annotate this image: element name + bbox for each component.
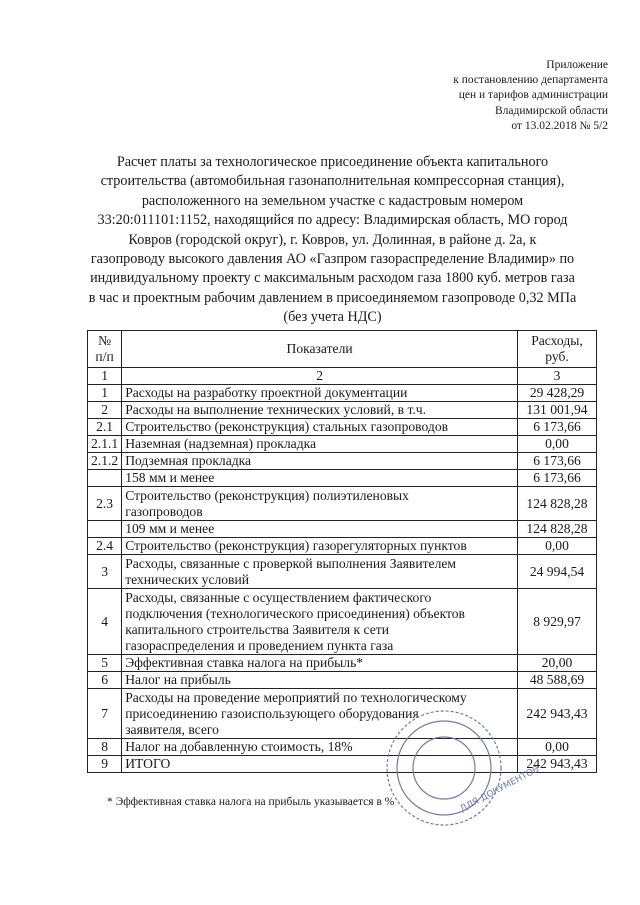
row-desc: ИТОГО <box>122 756 518 773</box>
row-num <box>88 470 122 487</box>
row-num: 3 <box>88 555 122 589</box>
row-desc: Расходы, связанные с осуществлением фактического подключения (технологического присоединения) объектов капитального строительства Заявителя к сети газораспределения и проведением пункта газа <box>122 589 518 655</box>
row-amount: 6 173,66 <box>518 470 597 487</box>
row-num: 4 <box>88 589 122 655</box>
colnum-2: 2 <box>122 368 518 385</box>
title-line: индивидуальному проекту с максимальным расходом газа 1800 куб. метров газа <box>90 270 575 287</box>
row-desc: 158 мм и менее <box>122 470 518 487</box>
row-desc: Расходы, связанные с проверкой выполнения Заявителем технических условий <box>122 555 518 589</box>
colnum-3: 3 <box>518 368 597 385</box>
row-num: 2.4 <box>88 538 122 555</box>
row-desc: Налог на добавленную стоимость, 18% <box>122 739 518 756</box>
row-amount: 6 173,66 <box>518 419 597 436</box>
row-amount: 0,00 <box>518 538 597 555</box>
table-row <box>88 589 597 655</box>
table-row <box>88 756 597 773</box>
header-desc: Показатели <box>122 331 518 368</box>
title-line: 33:20:011101:1152, находящийся по адресу: Владимирская область, МО город <box>97 212 568 229</box>
row-num: 6 <box>88 672 122 689</box>
footnote: * Эффективная ставка налога на прибыль указывается в % <box>107 796 395 808</box>
table-row <box>88 385 597 402</box>
annex-line-2: к постановлению департамента <box>453 74 608 87</box>
colnum-1: 1 <box>88 368 122 385</box>
row-desc: Строительство (реконструкция) полиэтиленовых газопроводов <box>122 487 518 521</box>
row-amount: 124 828,28 <box>518 521 597 538</box>
table-row <box>88 419 597 436</box>
row-amount: 48 588,69 <box>518 672 597 689</box>
title-line: газопроводу высокого давления АО «Газпром газораспределение Владимир» по <box>90 251 575 268</box>
row-amount: 242 943,43 <box>518 689 597 739</box>
row-num: 7 <box>88 689 122 739</box>
row-amount: 0,00 <box>518 739 597 756</box>
row-desc: Строительство (реконструкция) стальных газопроводов <box>122 419 518 436</box>
table-row <box>88 436 597 453</box>
table-row <box>88 655 597 672</box>
title-line: Ковров (городской округ), г. Ковров, ул. Долинная, в районе д. 2а, к <box>128 231 537 248</box>
header-num: № п/п <box>88 331 122 368</box>
annex-line-1: Приложение <box>546 59 608 71</box>
row-desc: Налог на прибыль <box>122 672 518 689</box>
title-line: в час и проектным рабочим давлением в присоединяемом газопроводе 0,32 МПа <box>88 289 577 306</box>
row-num: 9 <box>88 756 122 773</box>
row-num: 2.3 <box>88 487 122 521</box>
row-num: 5 <box>88 655 122 672</box>
row-desc: Подземная прокладка <box>122 453 518 470</box>
row-amount: 29 428,29 <box>518 385 597 402</box>
annex-line-4: Владимирской области <box>494 104 608 117</box>
row-amount: 124 828,28 <box>518 487 597 521</box>
row-amount: 242 943,43 <box>518 756 597 773</box>
cost-table-body <box>88 331 597 773</box>
row-num: 2 <box>88 402 122 419</box>
row-desc: Строительство (реконструкция) газорегуляторных пунктов <box>122 538 518 555</box>
title-line: расположенного на земельном участке с кадастровым номером <box>141 192 524 209</box>
row-amount: 6 173,66 <box>518 453 597 470</box>
annex-line-5: от 13.02.2018 № 5/2 <box>511 119 608 132</box>
table-row <box>88 470 597 487</box>
row-num: 2.1.1 <box>88 436 122 453</box>
table-header-row <box>88 331 597 368</box>
title-line: Расчет платы за технологическое присоединение объекта капитального <box>116 154 549 170</box>
header-amount: Расходы, руб. <box>518 331 597 368</box>
row-amount: 0,00 <box>518 436 597 453</box>
row-num: 2.1.2 <box>88 453 122 470</box>
row-desc: Эффективная ставка налога на прибыль* <box>122 655 518 672</box>
row-num: 8 <box>88 739 122 756</box>
row-amount: 24 994,54 <box>518 555 597 589</box>
annex-line-3: цен и тарифов администрации <box>458 89 608 102</box>
table-row <box>88 689 597 739</box>
stamp-text: ДЛЯ ДОКУМЕНТОВ <box>458 764 542 815</box>
row-num: 2.1 <box>88 419 122 436</box>
table-row <box>88 555 597 589</box>
cost-table <box>87 330 597 773</box>
title-line: (без учета НДС) <box>283 309 382 326</box>
row-amount: 20,00 <box>518 655 597 672</box>
row-num <box>88 521 122 538</box>
row-desc: Расходы на разработку проектной документации <box>122 385 518 402</box>
row-amount: 8 929,97 <box>518 589 597 655</box>
table-row <box>88 739 597 756</box>
title-line: строительства (автомобильная газонаполнительная компрессорная станция), <box>100 173 565 190</box>
table-row <box>88 487 597 521</box>
row-desc: Расходы на проведение мероприятий по технологическому присоединению газоиспользующего оборудования заявителя, всего <box>122 689 518 739</box>
row-desc: 109 мм и менее <box>122 521 518 538</box>
document-title <box>60 153 605 328</box>
table-row <box>88 453 597 470</box>
annex-block <box>453 58 608 134</box>
row-desc: Наземная (надземная) прокладка <box>122 436 518 453</box>
table-row <box>88 538 597 555</box>
row-amount: 131 001,94 <box>518 402 597 419</box>
row-num: 1 <box>88 385 122 402</box>
row-desc: Расходы на выполнение технических условий, в т.ч. <box>122 402 518 419</box>
table-row <box>88 402 597 419</box>
column-number-row <box>88 368 597 385</box>
table-row <box>88 521 597 538</box>
table-row <box>88 672 597 689</box>
stamp-seal <box>384 708 542 828</box>
